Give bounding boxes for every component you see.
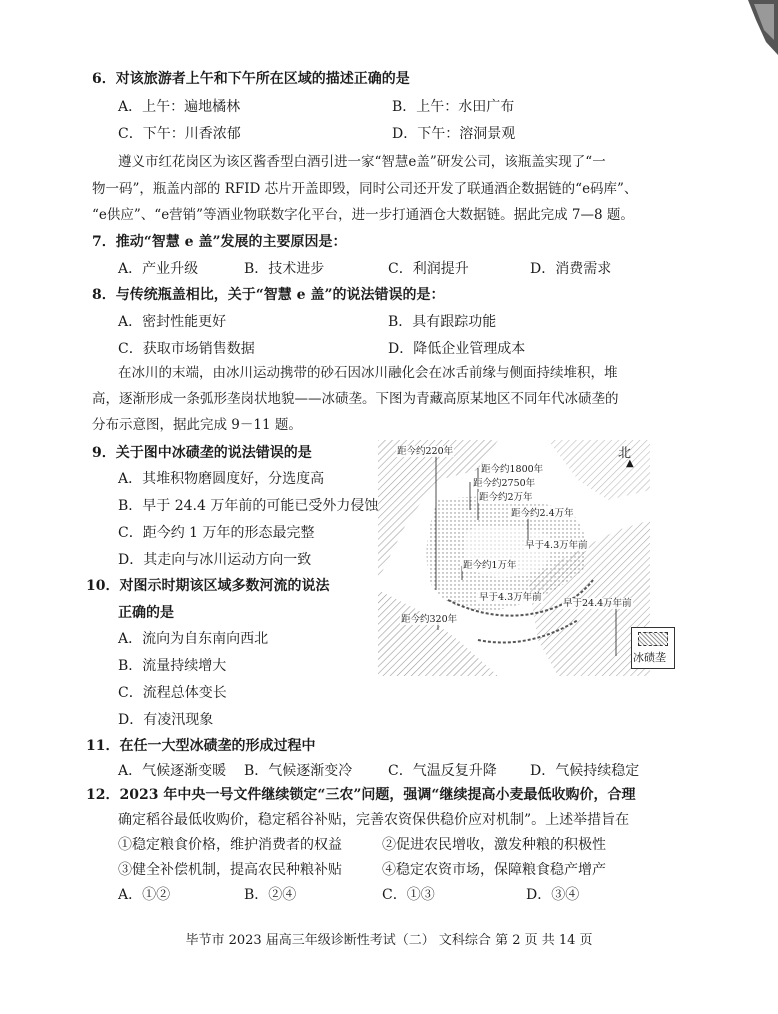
map-legend xyxy=(631,627,675,669)
question-9-option-c: C．距今约 1 万年的形态最完整 xyxy=(118,525,315,541)
passage-1-line-3: “e供应”、“e营销”等酒业物联数字化平台，进一步打通酒仓大数据链。据此完成 7—8 题。 xyxy=(92,207,634,223)
question-7-option-d: D．消费需求 xyxy=(530,261,612,277)
question-6-stem: 6．对该旅游者上午和下午所在区域的描述正确的是 xyxy=(92,71,410,87)
map-label-20000-years: 距今约2万年 xyxy=(479,492,533,503)
question-6-option-b: B．上午：水田广布 xyxy=(392,99,515,115)
question-12-statement-1: ①稳定粮食价格，维护消费者的权益 xyxy=(118,837,342,853)
question-9-option-b: B．早于 24.4 万年前的可能已受外力侵蚀 xyxy=(118,498,379,514)
map-label-24000-years: 距今约2.4万年 xyxy=(511,508,574,519)
question-8-stem: 8．与传统瓶盖相比，关于“智慧 e 盖”的说法错误的是： xyxy=(92,287,445,303)
question-8-option-d: D．降低企业管理成本 xyxy=(388,341,526,357)
question-11-option-b: B．气候逐渐变冷 xyxy=(244,763,353,779)
passage-2-line-2: 高，逐渐形成一条弧形垄岗状地貌——冰碛垄。下图为青藏高原某地区不同年代冰碛垄的 xyxy=(92,391,619,407)
question-8-option-b: B．具有跟踪功能 xyxy=(388,314,497,330)
question-12-option-a: A．①② xyxy=(118,887,171,903)
question-8-option-a: A．密封性能更好 xyxy=(118,314,227,330)
question-11-option-c: C．气温反复升降 xyxy=(388,763,497,779)
north-arrow-icon: ▲ xyxy=(626,458,634,469)
scan-corner-mark xyxy=(708,0,778,70)
map-label-220-years: 距今约220年 xyxy=(397,446,454,457)
question-12-option-b: B．②④ xyxy=(244,887,297,903)
question-10-option-b: B．流量持续增大 xyxy=(118,658,227,674)
question-11-option-a: A．气候逐渐变暖 xyxy=(118,763,227,779)
map-label-2750-years: 距今约2750年 xyxy=(473,478,536,489)
north-label: 北 xyxy=(618,446,632,461)
question-12-option-c: C．①③ xyxy=(382,887,435,903)
question-6-option-c: C．下午：川香浓郁 xyxy=(118,126,241,142)
question-11-stem: 11．在任一大型冰碛垄的形成过程中 xyxy=(86,738,316,754)
question-9-option-d: D．其走向与冰川运动方向一致 xyxy=(118,552,312,568)
question-12-option-d: D．③④ xyxy=(526,887,580,903)
question-7-option-a: A．产业升级 xyxy=(118,261,199,277)
question-10-stem-line-2: 正确的是 xyxy=(118,605,174,621)
question-12-stem-line-2: 确定稻谷最低收购价，稳定稻谷补贴，完善农资保供稳价应对机制”。上述举措旨在 xyxy=(118,812,630,828)
passage-2-line-1: 在冰川的末端，由冰川运动携带的砂石因冰川融化会在冰舌前缘与侧面持续堆积，堆 xyxy=(118,365,618,381)
moraine-legend-label: 冰碛垄 xyxy=(633,651,666,664)
question-9-stem: 9．关于图中冰碛垄的说法错误的是 xyxy=(92,445,312,461)
map-label-1800-years: 距今约1800年 xyxy=(481,464,544,475)
question-10-stem-line-1: 10．对图示时期该区域多数河流的说法 xyxy=(86,578,330,594)
question-9-option-a: A．其堆积物磨圆度好，分选度高 xyxy=(118,471,325,487)
map-label-10000-years: 距今约1万年 xyxy=(463,560,517,571)
question-12-stem-line-1: 12．2023 年中央一号文件继续锁定“三农”问题，强调“继续提高小麦最低收购价，合理 xyxy=(86,787,636,803)
question-10-option-c: C．流程总体变长 xyxy=(118,685,227,701)
question-7-option-c: C．利润提升 xyxy=(388,261,469,277)
question-7-stem: 7．推动“智慧 e 盖”发展的主要原因是： xyxy=(92,234,347,250)
map-label-over-43000-years-b: 早于4.3万年前 xyxy=(479,592,542,603)
question-6-option-d: D．下午：溶洞景观 xyxy=(392,126,516,142)
question-12-statement-2: ②促进农民增收，激发种粮的积极性 xyxy=(382,837,606,853)
question-11-option-d: D．气候持续稳定 xyxy=(530,763,640,779)
question-6-option-a: A．上午：遍地橘林 xyxy=(118,99,241,115)
page-footer: 毕节市 2023 届高三年级诊断性考试（二） 文科综合 第 2 页 共 14 页 xyxy=(185,933,593,948)
map-label-over-244000-years: 早于24.4万年前 xyxy=(563,598,632,609)
map-label-over-43000-years-a: 早于4.3万年前 xyxy=(525,540,588,551)
question-7-option-b: B．技术进步 xyxy=(244,261,325,277)
moraine-legend-swatch xyxy=(638,632,668,646)
question-12-statement-3: ③健全补偿机制，提高农民种粮补贴 xyxy=(118,862,342,878)
question-12-statement-4: ④稳定农资市场，保障粮食稳产增产 xyxy=(382,862,606,878)
question-10-option-a: A．流向为自东南向西北 xyxy=(118,631,269,647)
moraine-distribution-map xyxy=(378,440,650,676)
question-8-option-c: C．获取市场销售数据 xyxy=(118,341,255,357)
passage-2-line-3: 分布示意图，据此完成 9－11 题。 xyxy=(92,417,302,433)
question-10-option-d: D．有凌汛现象 xyxy=(118,712,214,728)
passage-1-line-1: 遵义市红花岗区为该区酱香型白酒引进一家“智慧e盖”研发公司，该瓶盖实现了“一 xyxy=(118,154,606,170)
passage-1-line-2: 物一码”，瓶盖内部的 RFID 芯片开盖即毁，同时公司还开发了联通酒企数据链的“e码库”、 xyxy=(92,181,638,197)
map-label-320-years: 距今约320年 xyxy=(401,614,458,625)
